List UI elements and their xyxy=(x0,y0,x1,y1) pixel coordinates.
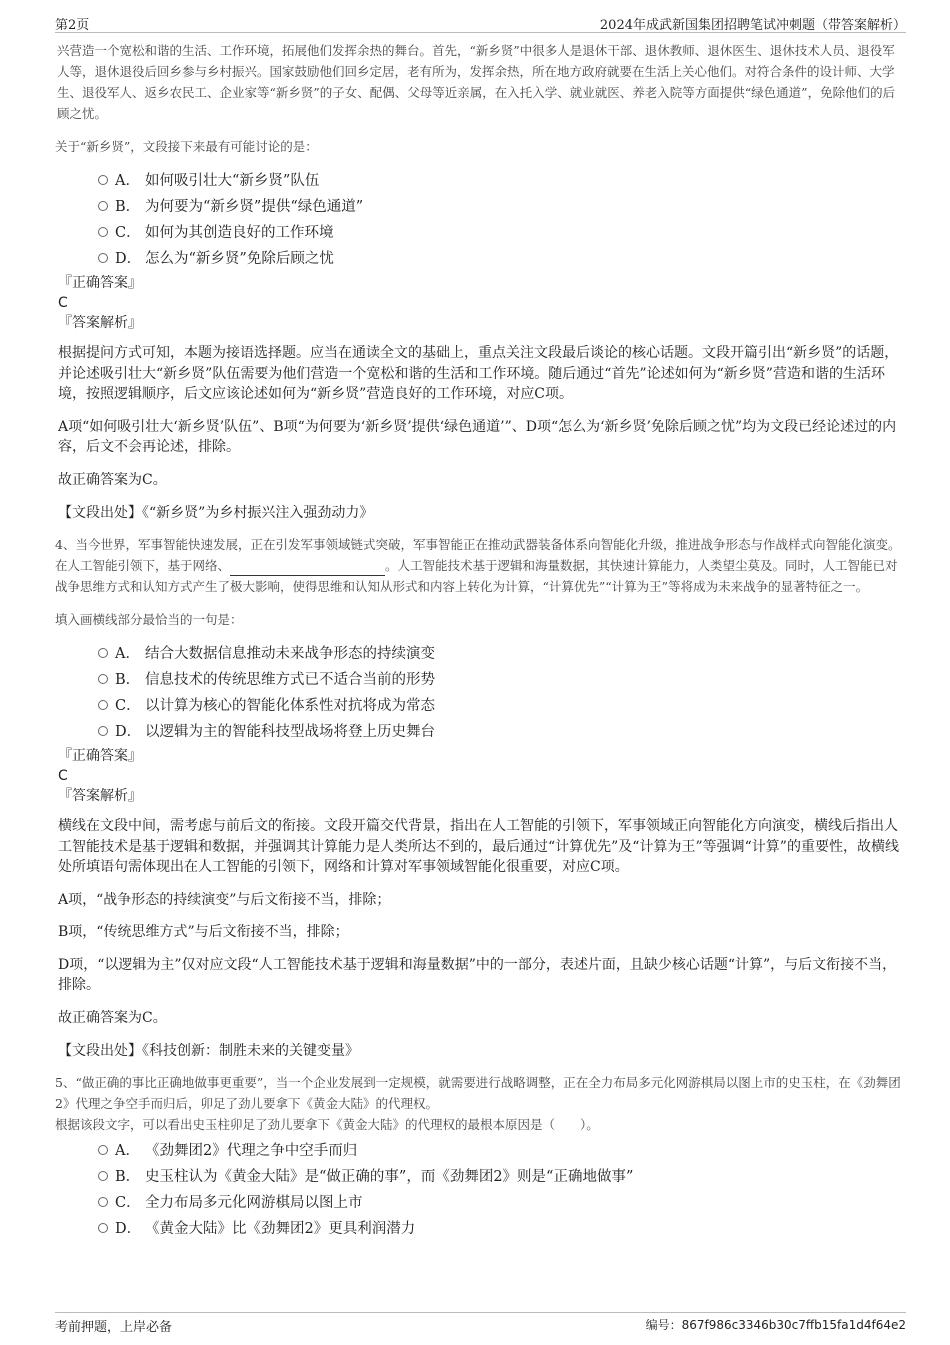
q4-analysis-4: D项，“以逻辑为主”仅对应文段“人工智能技术基于逻辑和海量数据”中的一部分，表述片面，且缺少核心话题“计算”，与后文衔接不当，排除。 xyxy=(58,956,897,993)
q4-analysis-1: 横线在文段中间，需考虑与前后文的衔接。文段开篇交代背景，指出在人工智能的引领下，军事领域正向智能化方向演变，横线后指出人工智能技术是基于逻辑和数据，并强调其计算能力是人类所达不到的，最后通过“计算优先”及“计算为王”等强调“计算”的重要性，故横线处所填语句需体现出在人工智能的引领下，网络和计算对军事领域智能化很重要，对应C项。 xyxy=(58,818,899,875)
q4-option-a[interactable]: A． 结合大数据信息推动未来战争形态的持续演变 xyxy=(55,640,906,666)
q4-answer: C xyxy=(58,768,68,784)
document-id: 编号：867f986c3346b30c7ffb15fa1d4f64e2 xyxy=(645,1318,906,1332)
radio-icon[interactable] xyxy=(98,1223,108,1233)
q4-option-d[interactable]: D． 以逻辑为主的智能科技型战场将登上历史舞台 xyxy=(55,718,906,744)
q3-options xyxy=(55,167,906,271)
q4-option-c[interactable]: C． 以计算为核心的智能化体系性对抗将成为常态 xyxy=(55,692,906,718)
page-content xyxy=(55,40,906,1241)
page-footer xyxy=(55,1312,906,1335)
q4-source: 【文段出处】《科技创新：制胜未来的关键变量》 xyxy=(58,1043,359,1059)
radio-icon[interactable] xyxy=(98,253,108,263)
q4-answer-label: 『正确答案』 xyxy=(58,748,142,764)
radio-icon[interactable] xyxy=(98,648,108,658)
q5-option-c[interactable]: C． 全力布局多元化网游棋局以图上市 xyxy=(55,1189,906,1215)
q5-option-b[interactable]: B． 史玉柱认为《黄金大陆》是“做正确的事”，而《劲舞团2》则是“正确地做事” xyxy=(55,1163,906,1189)
page-number: 第2页 xyxy=(55,18,90,33)
q4-question: 填入画横线部分最恰当的一句是： xyxy=(55,612,243,627)
q4-options xyxy=(55,640,906,744)
fill-blank xyxy=(230,561,385,576)
q3-option-c[interactable]: C． 如何为其创造良好的工作环境 xyxy=(55,219,906,245)
radio-icon[interactable] xyxy=(98,175,108,185)
q5-option-d[interactable]: D． 《黄金大陆》比《劲舞团2》更具利润潜力 xyxy=(55,1215,906,1241)
q4-analysis-3: B项，“传统思维方式”与后文衔接不当，排除； xyxy=(58,924,349,940)
q3-analysis-label: 『答案解析』 xyxy=(58,315,142,331)
q3-option-b[interactable]: B． 为何要为“新乡贤”提供“绿色通道” xyxy=(55,193,906,219)
q3-question: 关于“新乡贤”，文段接下来最有可能讨论的是： xyxy=(55,139,318,154)
document-title: 2024年成武新国集团招聘笔试冲刺题（带答案解析） xyxy=(599,18,906,33)
radio-icon[interactable] xyxy=(98,1171,108,1181)
q5-option-a[interactable]: A． 《劲舞团2》代理之争中空手而归 xyxy=(55,1137,906,1163)
q3-passage: 兴营造一个宽松和谐的生活、工作环境，拓展他们发挥余热的舞台。首先，“新乡贤”中很多人是退休干部、退休教师、退休医生、退休技术人员、退役军人等，退休退役后回乡参与乡村振兴。国家鼓励他们回乡定居，老有所为，发挥余热，所在地方政府就要在生活上关心他们。对符合条件的设计师、大学生、退役军人、返乡农民工、企业家等“新乡贤”的子女、配偶、父母等近亲属，在入托入学、就业就医、养老入院等方面提供“绿色通道”，免除他们的后顾之忧。 xyxy=(57,43,896,121)
radio-icon[interactable] xyxy=(98,1145,108,1155)
q5-passage: 5、“做正确的事比正确地做事更重要”，当一个企业发展到一定规模，就需要进行战略调整，正在全力布局多元化网游棋局以图上市的史玉柱，在《劲舞团2》代理之争空手而归后，卯足了劲儿要拿下《黄金大陆》的代理权。 xyxy=(55,1075,901,1111)
q5-question: 根据该段文字，可以看出史玉柱卯足了劲儿要拿下《黄金大陆》的代理权的最根本原因是（ ）。 xyxy=(55,1117,599,1132)
footer-slogan: 考前押题，上岸必备 xyxy=(55,1320,173,1335)
q4-analysis-2: A项，“战争形态的持续演变”与后文衔接不当，排除； xyxy=(58,891,391,908)
q3-analysis-3: 故正确答案为C。 xyxy=(58,471,167,488)
q3-answer-label: 『正确答案』 xyxy=(58,275,142,291)
q4-option-b[interactable]: B． 信息技术的传统思维方式已不适合当前的形势 xyxy=(55,666,906,692)
q4-analysis-5: 故正确答案为C。 xyxy=(58,1009,167,1026)
radio-icon[interactable] xyxy=(98,674,108,684)
radio-icon[interactable] xyxy=(98,201,108,211)
q3-option-a[interactable]: A． 如何吸引壮大“新乡贤”队伍 xyxy=(55,167,906,193)
radio-icon[interactable] xyxy=(98,1197,108,1207)
q4-analysis-label: 『答案解析』 xyxy=(58,788,142,804)
q3-option-d[interactable]: D． 怎么为“新乡贤”免除后顾之忧 xyxy=(55,245,906,271)
radio-icon[interactable] xyxy=(98,726,108,736)
page-header xyxy=(55,14,906,33)
radio-icon[interactable] xyxy=(98,700,108,710)
q3-answer: C xyxy=(58,295,68,311)
radio-icon[interactable] xyxy=(98,227,108,237)
q3-analysis-1: 根据提问方式可知，本题为接语选择题。应当在通读全文的基础上，重点关注文段最后谈论的核心话题。文段开篇引出“新乡贤”的话题，并论述吸引壮大“新乡贤”队伍需要为他们营造一个宽松和谐的生活和工作环境。随后通过“首先”论述如何为“新乡贤”营造和谐的生活环境，按照逻辑顺序，后文应该论述如何为“新乡贤”营造良好的工作环境，对应C项。 xyxy=(58,345,899,402)
q5-options xyxy=(55,1137,906,1241)
q3-source: 【文段出处】《“新乡贤”为乡村振兴注入强劲动力》 xyxy=(58,505,374,521)
q4-passage: 4、当今世界，军事智能快速发展，正在引发军事领域链式突破，军事智能正在推动武器装备体系向智能化升级，推进战争形态与作战样式向智能化演变。在人工智能引领下，基于网络、 。人工智能技术基于逻辑和海量数据，其快速计算能力，人类望尘莫及。同时，人工智能已对战争思维方式和认知方式产生了极大影响，使得思维和认知从形式和内容上转化为计算，“计算优先”“计算为王”等将成为未来战争的显著特征之一。 xyxy=(55,537,901,594)
q3-analysis-2: A项“如何吸引壮大‘新乡贤’队伍”、B项“为何要为‘新乡贤’提供‘绿色通道’”、D项“怎么为‘新乡贤’免除后顾之忧”均为文段已经论述过的内容，后文不会再论述，排除。 xyxy=(58,418,897,455)
